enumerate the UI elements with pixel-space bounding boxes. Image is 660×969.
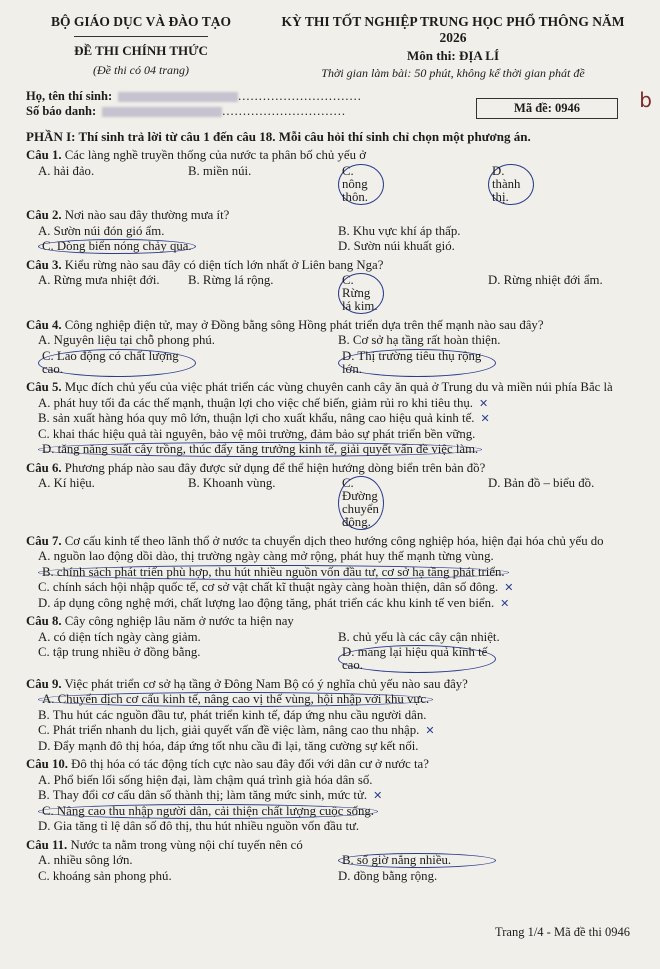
question-text: Công nghiệp điện tử, may ở Đồng bằng sông Hồng phát triển dựa trên thế mạnh nào sau đây?: [64, 317, 544, 332]
question-11: [26, 838, 638, 885]
redacted-name: [118, 92, 238, 102]
question-label: Câu 6.: [26, 460, 62, 475]
candidate-name-label: Họ, tên thí sinh:: [26, 89, 113, 103]
exam-code-box: Mã đề: 0946: [476, 98, 618, 119]
header-right: [268, 14, 638, 81]
official-label: ĐỀ THI CHÍNH THỨC: [74, 36, 208, 59]
option-c: C. khoáng sản phong phú.: [38, 868, 172, 883]
name-dots: ..............................: [238, 89, 362, 103]
question-4: [26, 318, 638, 378]
cross-mark: ✕: [500, 596, 510, 610]
question-10: [26, 757, 638, 835]
option-a: A. hải đảo.: [38, 163, 95, 178]
option-a: A. Sườn núi đón gió ẩm.: [38, 223, 165, 238]
id-dots: ..............................: [222, 104, 346, 118]
option-d: D. Đẩy mạnh đô thị hóa, đáp ứng tốt nhu cầu đi lại, tăng cường sự kết nối.: [38, 738, 419, 753]
option-a: A. Phổ biến lối sống hiện đại, làm chậm quá trình già hóa dân số.: [38, 772, 373, 787]
cross-mark: ✕: [479, 396, 489, 410]
question-label: Câu 9.: [26, 676, 62, 691]
question-9: [26, 677, 638, 755]
question-text: Cây công nghiệp lâu năm ở nước ta hiện nay: [64, 614, 294, 628]
option-b: B. Thu hút các nguồn đầu tư, phát triển kinh tế, đáp ứng nhu cầu người dân.: [38, 707, 427, 722]
candidate-id-label: Số báo danh:: [26, 104, 97, 118]
question-text: Mục đích chủ yếu của việc phát triển các vùng chuyên canh cây ăn quả ở Trung du và miền núi phía Bắc là: [64, 380, 613, 394]
option-b: B. Khu vực khí áp thấp.: [338, 223, 461, 238]
option-c-circled: C. Rừng lá kim.: [338, 273, 384, 314]
question-label: Câu 7.: [26, 533, 62, 548]
handwritten-corner-mark: b: [639, 88, 652, 112]
option-c: C. khai thác hiệu quả tài nguyên, bảo vệ môi trường, đảm bảo sự phát triển bền vững.: [38, 426, 476, 441]
option-c-circled: C. Đường chuyển động.: [338, 476, 384, 530]
option-b: B. miền núi.: [188, 163, 252, 178]
question-8: [26, 614, 638, 674]
cross-mark: ✕: [480, 412, 490, 425]
option-b: B. Thay đổi cơ cấu dân số thành thị; làm tăng mức sinh, mức tử.: [38, 788, 368, 802]
option-d: D. Gia tăng tỉ lệ dân số đô thị, thu hút nhiều nguồn vốn đầu tư.: [38, 819, 360, 833]
exam-subject: Môn thi: ĐỊA LÍ: [406, 48, 500, 63]
pages-note: (Đề thi có 04 trang): [93, 63, 189, 77]
option-a: A. nguồn lao động dồi dào, thị trường ngày càng mở rộng, phát huy thế mạnh từng vùng.: [38, 549, 494, 563]
question-6: [26, 461, 638, 531]
option-a: A. Rừng mưa nhiệt đới.: [38, 273, 160, 287]
exam-time: Thời gian làm bài: 50 phút, không kể thời gian phát đề: [321, 66, 585, 80]
option-b: B. Rừng lá rộng.: [188, 273, 274, 287]
question-text: Nước ta nằm trong vùng nội chí tuyến nên có: [70, 837, 303, 852]
header-left: [26, 14, 256, 78]
question-label: Câu 8.: [26, 614, 62, 628]
header: [26, 14, 638, 81]
question-3: [26, 258, 638, 315]
candidate-info: [26, 89, 638, 119]
option-b: B. chủ yếu là các cây cận nhiệt.: [338, 629, 500, 644]
question-2: [26, 208, 638, 255]
option-c-circled: C. nông thôn.: [338, 164, 384, 205]
option-c: C. chính sách hội nhập quốc tế, cơ sở vật chất kĩ thuật ngày càng hoàn thiện, dân số đông.: [38, 580, 499, 594]
ministry-name: BỘ GIÁO DỤC VÀ ĐÀO TẠO: [51, 14, 231, 29]
question-text: Việc phát triển cơ sở hạ tầng ở Đông Nam Bộ có ý nghĩa chủ yếu nào sau đây?: [64, 676, 468, 691]
question-label: Câu 11.: [26, 837, 68, 852]
question-text: Đô thị hóa có tác động tích cực nào sau đây đối với dân cư ở nước ta?: [71, 757, 429, 771]
question-text: Kiểu rừng nào sau đây có diện tích lớn nhất ở Liên bang Nga?: [64, 257, 384, 272]
option-a-circled: A. Chuyển dịch cơ cấu kinh tế, nâng cao vị thế vùng, hội nhập với khu vực.: [38, 692, 433, 707]
option-d: D. Rừng nhiệt đới ẩm.: [488, 273, 603, 287]
option-d-circled: D. thành thị.: [488, 164, 534, 205]
option-b-circled: B. số giờ nắng nhiều.: [338, 853, 496, 868]
question-text: Nơi nào sau đây thường mưa ít?: [64, 208, 230, 222]
option-d-circled: D. mang lại hiệu quả kinh tế cao.: [338, 645, 496, 673]
exam-title: KỲ THI TỐT NGHIỆP TRUNG HỌC PHỔ THÔNG NĂM 2026: [281, 14, 625, 45]
option-b: B. sản xuất hàng hóa quy mô lớn, thuận lợi cho xuất khẩu, nâng cao hiệu quả kinh tế.: [38, 411, 475, 425]
option-a: A. phát huy tối đa các thế mạnh, thuận lợi cho việc chế biến, giảm rủi ro khi tiêu thụ.: [38, 395, 473, 410]
question-label: Câu 5.: [26, 380, 62, 394]
question-5: [26, 380, 638, 458]
question-label: Câu 1.: [26, 148, 62, 162]
part-1-heading: PHẦN I: Thí sinh trả lời từ câu 1 đến câu 18. Mỗi câu hỏi thí sinh chỉ chọn một phương án.: [26, 129, 531, 144]
option-b: B. Cơ sở hạ tầng rất hoàn thiện.: [338, 333, 501, 347]
page-footer: Trang 1/4 - Mã đề thi 0946: [495, 925, 630, 939]
cross-mark: ✕: [425, 724, 435, 737]
cross-mark: ✕: [504, 581, 514, 594]
redacted-id: [102, 107, 222, 117]
question-text: Cơ cấu kinh tế theo lãnh thổ ở nước ta chuyển dịch theo hướng công nghiệp hóa, hiện đại hóa chủ yếu do: [64, 533, 604, 548]
question-text: Các làng nghề truyền thống của nước ta phân bố chủ yếu ở: [64, 148, 366, 162]
option-a: A. Nguyên liệu tại chỗ phong phú.: [38, 333, 215, 347]
option-b: B. Khoanh vùng.: [188, 476, 276, 490]
option-c-circled: C. Nâng cao thu nhập người dân, cải thiện chất lượng cuộc sống.: [38, 804, 378, 819]
question-label: Câu 2.: [26, 208, 62, 222]
option-d: D. Sườn núi khuất gió.: [338, 239, 455, 253]
cross-mark: ✕: [373, 789, 383, 802]
option-c-circled: C. Lao động có chất lượng cao.: [38, 349, 196, 377]
question-text: Phương pháp nào sau đây được sử dụng để thể hiện hướng dòng biển trên bản đồ?: [64, 460, 486, 475]
option-d: D. đồng bằng rộng.: [338, 868, 438, 883]
option-a: A. có diện tích ngày càng giảm.: [38, 629, 201, 644]
option-c: C. Phát triển nhanh du lịch, giải quyết vấn đề việc làm, nâng cao thu nhập.: [38, 723, 420, 737]
option-a: A. Kí hiệu.: [38, 476, 95, 490]
option-d-circled: D. Thị trường tiêu thụ rộng lớn.: [338, 349, 496, 377]
question-label: Câu 4.: [26, 317, 62, 332]
option-b-circled: B. chính sách phát triển phù hợp, thu hút nhiều nguồn vốn đầu tư, cơ sở hạ tầng phát triển.: [38, 565, 509, 580]
question-7: [26, 534, 638, 612]
option-d: D. Bản đồ – biểu đồ.: [488, 476, 595, 490]
question-1: [26, 148, 638, 205]
option-a: A. nhiều sông lớn.: [38, 853, 133, 867]
option-c: C. tập trung nhiều ở đồng bằng.: [38, 645, 201, 659]
option-d-circled: D. tăng năng suất cây trồng, thúc đẩy tăng trưởng kinh tế, giải quyết vấn đề việc làm.: [38, 442, 482, 457]
question-label: Câu 3.: [26, 257, 62, 272]
option-d: D. áp dụng công nghệ mới, chất lượng lao động tăng, phát triển các khu kinh tế ven biển.: [38, 595, 495, 610]
question-label: Câu 10.: [26, 757, 68, 771]
option-c-circled: C. Dòng biển nóng chảy qua.: [38, 239, 196, 254]
